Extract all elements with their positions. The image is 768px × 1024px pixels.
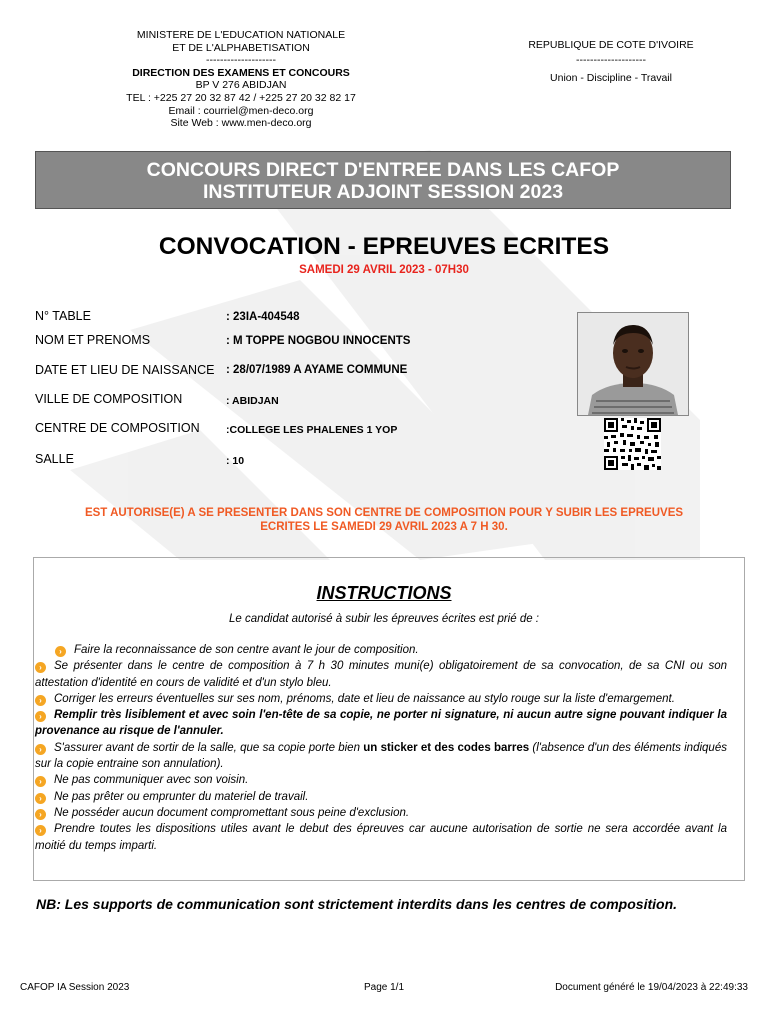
convocation-date: SAMEDI 29 AVRIL 2023 - 07H30 (299, 264, 469, 276)
instruction-item (35, 772, 727, 788)
ministry-line-1: MINISTERE DE L'EDUCATION NATIONALE (136, 29, 346, 41)
orange-chevron-icon: › (55, 646, 66, 657)
instruction-text: Prendre toutes les dispositions utiles avant le debut des épreuves car aucune autorisation de sortie ne sera accordée avant la moitié du temps imparti. (35, 823, 727, 852)
instructions-list (35, 642, 727, 854)
footer-generated: Document généré le 19/04/2023 à 22:49:33 (555, 982, 748, 993)
room-label: SALLE (35, 452, 74, 466)
instruction-item (55, 642, 727, 658)
centre-label: CENTRE DE COMPOSITION (35, 421, 200, 435)
instruction-item (35, 691, 727, 707)
instruction-item (35, 658, 727, 691)
instruction-text: Corriger les erreurs éventuelles sur ses nom, prénoms, date et lieu de naissance au stylo rouge sur la liste d'emargement. (54, 692, 675, 705)
ministry-line-2: ET DE L'ALPHABETISATION (172, 41, 310, 54)
orange-chevron-icon: › (35, 793, 46, 804)
instruction-item (35, 740, 727, 773)
instruction-emphasis: un sticker et des codes barres (363, 741, 530, 754)
city-label: VILLE DE COMPOSITION (35, 392, 183, 406)
nb-note: NB: Les supports de communication sont strictement interdits dans les centres de composition. (36, 896, 678, 912)
city-value: : ABIDJAN (226, 395, 279, 407)
table-number-label: N° TABLE (35, 309, 91, 323)
convocation-title: CONVOCATION - EPREUVES ECRITES (158, 233, 610, 260)
postal-address: BP V 276 ABIDJAN (195, 79, 287, 92)
orange-chevron-icon: › (35, 695, 46, 706)
instruction-text: Ne pas communiquer avec son voisin. (54, 774, 249, 787)
instruction-text: Remplir très lisiblement et avec soin l'en-tête de sa copie, ne porter ni signature, ni aucun autre signe pouvant indiquer la provenance au risque de l'annuler. (35, 709, 727, 738)
instruction-item (35, 789, 727, 805)
instruction-text: S'assurer avant de sortir de la salle, que sa copie porte bien (54, 741, 360, 754)
ministry-header (60, 29, 422, 130)
instruction-text: Faire la reconnaissance de son centre avant le jour de composition. (74, 644, 419, 656)
authorization-statement (40, 506, 728, 534)
birth-label: DATE ET LIEU DE NAISSANCE (35, 363, 215, 377)
candidate-photo (577, 312, 689, 416)
room-value: : 10 (226, 455, 245, 467)
instruction-item (35, 707, 727, 740)
instruction-text: Se présenter dans le centre de composition à 7 h 30 minutes muni(e) obligatoirement de sa convocation, de sa CNI ou son attestation d'identité en cours de validité et d'un stylo bleu. (35, 660, 727, 689)
footer-page: Page 1/1 (363, 982, 405, 993)
national-motto: Union - Discipline - Travail (550, 72, 672, 84)
authorization-line-1: EST AUTORISE(E) A SE PRESENTER DANS SON CENTRE DE COMPOSITION POUR Y SUBIR LES EPREUVES (84, 507, 684, 519)
centre-value: :COLLEGE LES PHALENES 1 YOP (226, 424, 398, 436)
email: Email : courriel@men-deco.org (168, 104, 314, 117)
banner-line-2: INSTITUTEUR ADJOINT SESSION 2023 (202, 181, 564, 203)
authorization-line-2: ECRITES LE SAMEDI 29 AVRIL 2023 A 7 H 30. (260, 521, 508, 533)
birth-value: : 28/07/1989 A AYAME COMMUNE (226, 364, 408, 376)
orange-chevron-icon: › (35, 776, 46, 787)
direction-name: DIRECTION DES EXAMENS ET CONCOURS (132, 66, 350, 79)
orange-chevron-icon: › (35, 662, 46, 673)
orange-chevron-icon: › (35, 744, 46, 755)
country-name: REPUBLIQUE DE COTE D'IVOIRE (528, 39, 694, 51)
candidate-photo-image (578, 313, 688, 415)
qr-code-icon (604, 418, 661, 470)
banner-line-1: CONCOURS DIRECT D'ENTREE DANS LES CAFOP (146, 159, 620, 181)
instructions-title: INSTRUCTIONS (316, 583, 452, 603)
orange-chevron-icon: › (35, 809, 46, 820)
orange-chevron-icon: › (35, 711, 46, 722)
table-number-value: : 23IA-404548 (226, 311, 300, 323)
instruction-text: (l'absence d'un des éléments indiqués sur la copie entraine son annulation). (35, 741, 727, 771)
republic-header (500, 38, 722, 86)
instruction-item (35, 805, 727, 821)
footer-session: CAFOP IA Session 2023 (20, 982, 130, 993)
orange-chevron-icon: › (35, 825, 46, 836)
ministry-separator: -------------------- (206, 54, 276, 67)
instruction-text: Ne posséder aucun document compromettant sous peine d'exclusion. (54, 806, 410, 819)
telephone: TEL : +225 27 20 32 87 42 / +225 27 20 32 82 17 (126, 91, 356, 104)
name-label: NOM ET PRENOMS (35, 333, 151, 347)
instruction-text: Ne pas prêter ou emprunter du materiel de travail. (54, 790, 309, 803)
instructions-intro: Le candidat autorisé à subir les épreuves écrites est prié de : (228, 613, 540, 625)
name-value: : M TOPPE NOGBOU INNOCENTS (226, 335, 411, 347)
republic-separator: -------------------- (576, 53, 646, 66)
website: Site Web : www.men-deco.org (170, 117, 312, 130)
instruction-item (35, 821, 727, 854)
exam-banner (35, 151, 731, 209)
